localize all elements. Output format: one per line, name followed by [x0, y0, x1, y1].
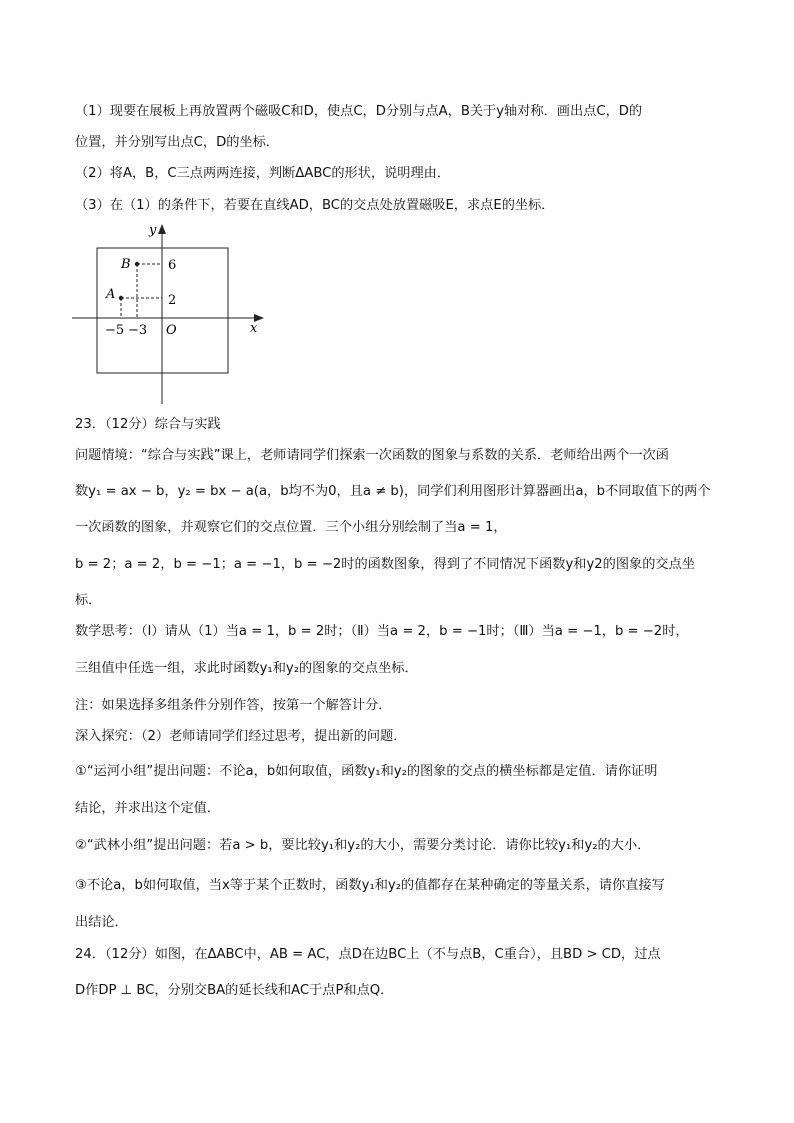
point-b-dot	[135, 262, 139, 266]
question-23-line-9: 深入探究：（2）老师请同学们经过思考，提出新的问题．	[75, 729, 407, 744]
point-a-label: A	[106, 287, 116, 302]
y-axis-arrow	[158, 224, 166, 234]
question-23-line-11: 结论，并求出这个定值．	[75, 801, 221, 816]
question-23-line-7: 三组值中任选一组，求此时函数y₁和y₂的图象的交点坐标．	[75, 661, 418, 676]
question-23-line-14: 出结论．	[75, 915, 128, 930]
question-24-line-2: D作DP ⊥ BC，分别交BA的延长线和AC于点P和点Q．	[75, 983, 394, 998]
question-23-line-13: ③不论a，b如何取值，当x等于某个正数时，函数y₁和y₂的值都存在某种确定的等量关系，请你直接写	[75, 878, 665, 893]
question-23-line-6: 数学思考：（Ⅰ）请从（1）当a = 1，b = 2时；（Ⅱ）当a = 2，b = −1时；（Ⅲ）当a = −1，b = −2时，	[75, 624, 689, 639]
question-23-line-12: ②“武林小组”提出问题：若a > b，要比较y₁和y₂的大小，需要分类讨论．请你比较y₁和y₂的大小．	[75, 838, 651, 853]
problem-3-line: （3）在（1）的条件下，若要在直线AD，BC的交点处放置磁吸E，求点E的坐标．	[75, 198, 555, 213]
question-23-line-4: b = 2；a = 2，b = −1；a = −1，b = −2时的函数图象，得到了不同情况下函数y和y2的图象的交点坐	[75, 557, 695, 572]
x-tick-neg3: −3	[128, 323, 148, 338]
problem-1-line-1: （1）现要在展板上再放置两个磁吸C和D，使点C，D分别与点A，B关于y轴对称．画出点C，D的	[75, 104, 643, 119]
problem-1-line-2: 位置，并分别写出点C，D的坐标．	[75, 135, 279, 150]
question-23-line-1: 问题情境：“综合与实践”课上，老师请同学们探索一次函数的图象与系数的关系．老师给出两个一次函	[75, 448, 669, 463]
point-b-label: B	[121, 257, 131, 272]
question-24-line-1: 24．（12分）如图，在ΔABC中，AB = AC，点D在边BC上（不与点B，C重合），且BD > CD，过点	[75, 947, 661, 962]
y-tick-6: 6	[168, 258, 177, 273]
question-23-line-3: 一次函数的图象，并观察它们的交点位置．三个小组分别绘制了当a = 1，	[75, 520, 507, 535]
y-axis-label: y	[149, 223, 157, 238]
question-23-note: 注：如果选择多组条件分别作答，按第一个解答计分．	[75, 698, 392, 713]
x-tick-neg5: −5	[105, 323, 125, 338]
coordinate-figure	[70, 218, 270, 408]
question-23-line-2: 数y₁ = ax − b，y₂ = bx − a(a，b均不为0，且a ≠ b)，同学们利用图形计算器画出a，b不同取值下的两个	[75, 484, 711, 499]
point-a-dot	[119, 296, 123, 300]
origin-label: O	[166, 323, 177, 338]
question-23-heading: 23．（12分）综合与实践	[75, 417, 221, 432]
question-23-line-5: 标．	[75, 593, 102, 608]
question-23-line-10: ①“运河小组”提出问题：不论a，b如何取值，函数y₁和y₂的图象的交点的横坐标都是定值．请你证明	[75, 764, 658, 779]
x-axis-label: x	[250, 321, 258, 336]
y-tick-2: 2	[168, 293, 177, 308]
problem-2-line: （2）将A，B，C三点两两连接，判断ΔABC的形状，说明理由．	[75, 166, 451, 181]
